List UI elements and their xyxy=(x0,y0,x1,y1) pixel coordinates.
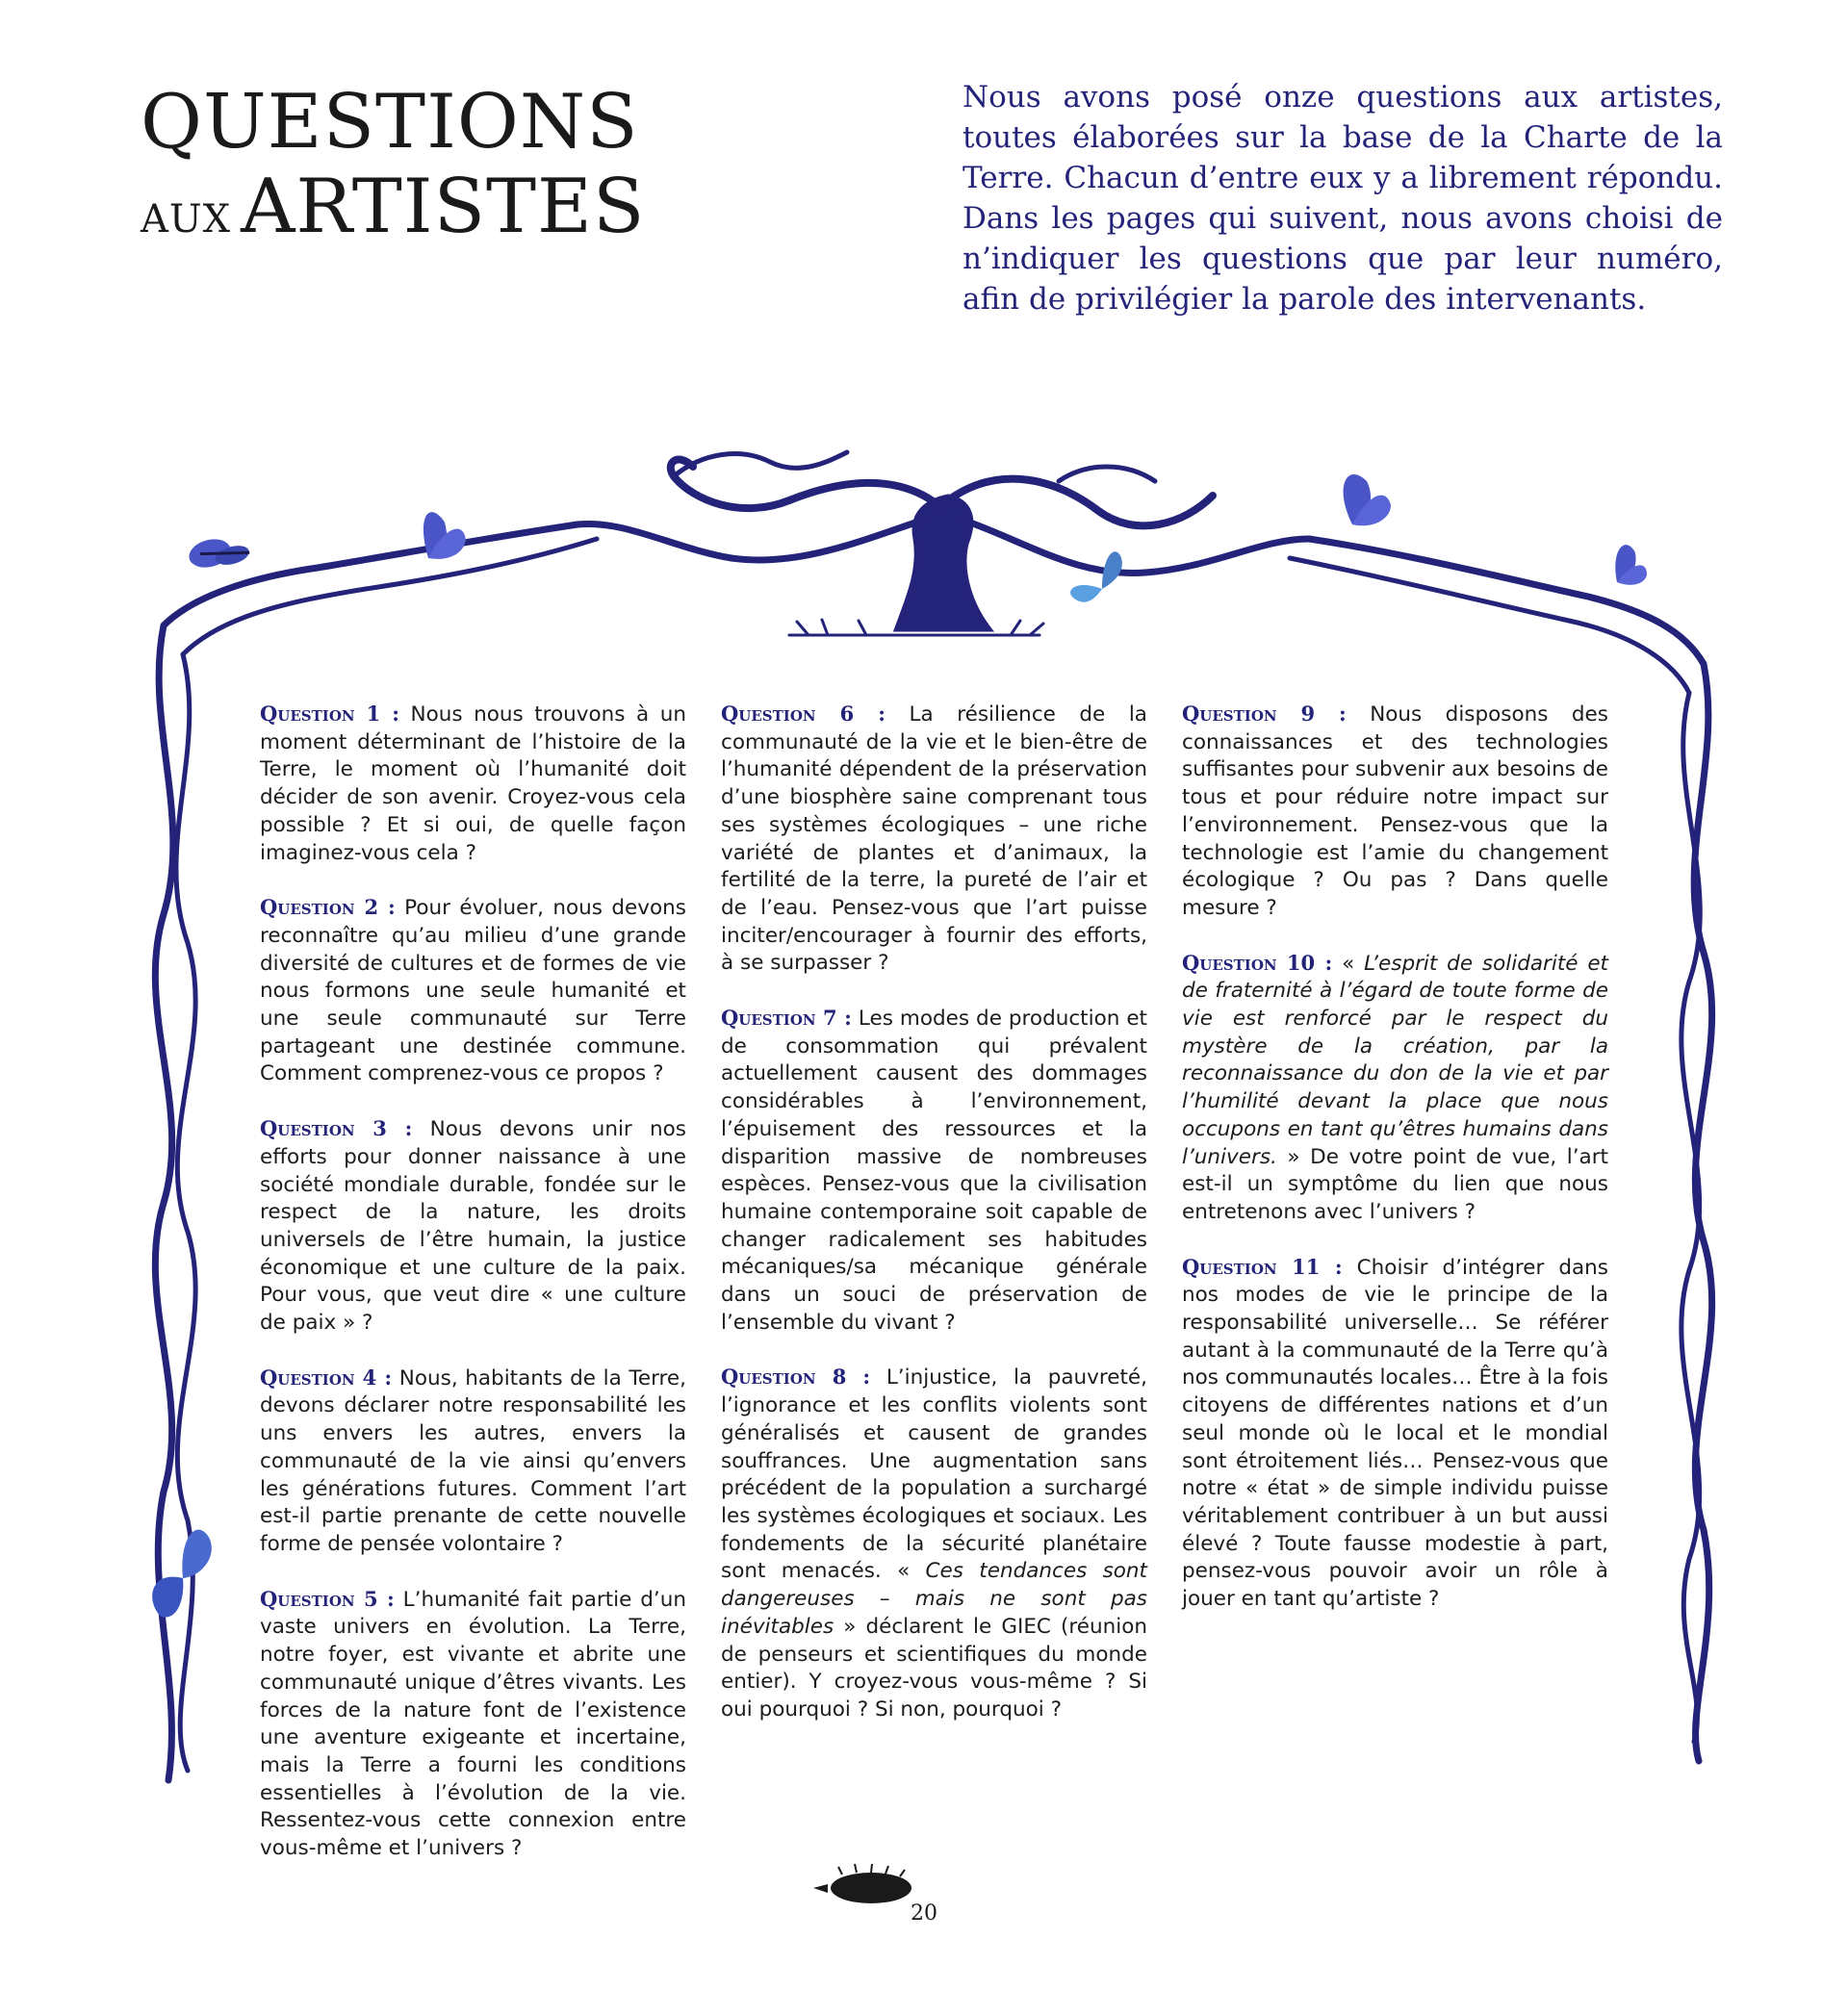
title-word-artistes: ARTISTES xyxy=(241,164,646,250)
hedgehog-icon xyxy=(813,1864,911,1903)
question-item: Question 1 : Nous nous trouvons à un moment déterminant de l’histoire de la Terre, le moment où l’humanité doit décider de son avenir. Croyez-vous cela possible ? Et si oui, de quelle façon imaginez-vous cela ? xyxy=(260,702,686,865)
vine-top-left xyxy=(164,524,578,625)
question-item: Question 6 : La résilience de la communauté de la vie et le bien-être de l’humanité dépendent de la préservation d’une biosphère saine comprenant tous ses systèmes écologiques – une riche variété de plantes et d’animaux, la fertilité de la terre, la pureté de l’air et de l’eau. Pensez-vous que l’art puisse inciter/encourager à fournir des efforts, à se surpasser ? xyxy=(721,702,1147,976)
question-item: Question 11 : Choisir d’intégrer dans nos modes de vie le principe de la responsabilité universelle… Se référer autant à la communauté de la Terre qu’à nos communautés locales… Être à la fois citoyens de différentes nations et d’un seul monde où le local et le mondial sont étroitement liés… Pensez-vous que notre « état » de simple individu puisse véritablement contribuer à un but aussi élevé ? Toute fausse modestie à part, pensez-vous pouvoir avoir un rôle à jouer en tant qu’artiste ? xyxy=(1182,1254,1608,1612)
butterfly-icon xyxy=(1065,550,1128,604)
question-item: Question 10 : « L’esprit de solidarité et de fraternité à l’égard de toute forme de vie est renforcé par le respect du mystère de la création, par la reconnaissance du don de la vie et par l’humilité devant la place que nous occupons en tant qu’êtres humains dans l’univers. » De votre point de vue, l’art est-il un symptôme du lien que nous entretenons avec l’univers ? xyxy=(1182,950,1608,1224)
questions-columns xyxy=(260,701,1609,1861)
vine-right xyxy=(1694,664,1712,1761)
tree-branch xyxy=(948,479,1213,526)
question-item: Question 5 : L’humanité fait partie d’un vaste univers en évolution. La Terre, notre foyer, est vivante et abrite une communauté unique d’êtres vivants. Les forces de la nature font de l’existence une aventure exigeante et incertaine, mais la Terre a fourni les conditions essentielles à l’évolution de la vie. Ressentez-vous cette connexion entre vous-même et l’univers ? xyxy=(260,1586,686,1861)
tree-branch xyxy=(578,520,924,560)
butterfly-icon xyxy=(135,1527,230,1620)
question-item: Question 7 : Les modes de production et de consommation qui prévalent actuellement causent des dommages considérables à l’environnement, l’épuisement des ressources et la disparition massive de nombreuses espèces. Pensez-vous que la civilisation humaine contemporaine soit capable de changer radicalement ses habitudes mécaniques/sa mécanique générale dans un souci de préservation de l’ensemble du vivant ? xyxy=(721,1006,1147,1335)
column-3 xyxy=(1182,701,1608,1788)
column-2 xyxy=(721,701,1147,1788)
question-item: Question 2 : Pour évoluer, nous devons reconnaître qu’au milieu d’une grande diversité de cultures et de formes de vie nous formons une seule humanité et une seule communauté sur Terre partageant une destinée commune. Comment comprenez-vous ce propos ? xyxy=(260,895,686,1086)
title-word-aux: AUX xyxy=(141,197,232,242)
title-line-questions: QUESTIONS xyxy=(141,79,639,166)
tree-branch xyxy=(674,452,847,476)
butterfly-icon xyxy=(1344,474,1391,525)
tree-branch xyxy=(1059,467,1155,481)
tree-trunk xyxy=(895,496,991,630)
question-item: Question 4 : Nous, habitants de la Terre, devons déclarer notre responsabilité les uns envers les autres, envers la communauté de la vie ainsi qu’envers les générations futures. Comment l’art est-il partie prenante de cette nouvelle forme de pensée volontaire ? xyxy=(260,1365,686,1556)
butterfly-icon xyxy=(418,511,470,564)
question-item: Question 8 : L’injustice, la pauvreté, l’ignorance et les conflits violents sont généralisés et causent de grandes souffrances. Une augmentation sans précédent de la population a surchargé les systèmes écologiques et sociaux. Les fondements de la sécurité planétaire sont menacés. « Ces tendances sont dangereuses – mais ne sont pas inévitables » déclarent le GIEC (réunion de penseurs et scientifiques du monde entier). Y croyez-vous vous-même ? Si oui pourquoi ? Si non, pourquoi ? xyxy=(721,1365,1147,1722)
page-number: 20 xyxy=(911,1901,937,1926)
question-item: Question 3 : Nous devons unir nos efforts pour donner naissance à une société mondiale durable, fondée sur le respect de la nature, les droits universels de l’être humain, la justice économique et une culture de la paix. Pour vous, que veut dire « une culture de paix » ? xyxy=(260,1116,686,1336)
column-1 xyxy=(260,701,686,1861)
butterfly-icon xyxy=(1610,543,1654,589)
butterfly-icon xyxy=(186,530,251,574)
question-item: Question 9 : Nous disposons des connaissances et des technologies suffisantes pour subvenir aux besoins de tous et pour réduire notre impact sur l’environnement. Pensez-vous que la technologie est l’amie du changement écologique ? Ou pas ? Dans quelle mesure ? xyxy=(1182,702,1608,920)
intro-paragraph: Nous avons posé onze questions aux artistes, toutes élaborées sur la base de la Charte de la Terre. Chacun d’entre eux y a librement répondu. Dans les pages qui suivent, nous avons choisi de n’indiquer les questions que par leur numéro, afin de privilégier la parole des intervenants. xyxy=(962,80,1723,317)
vine-top-right xyxy=(1309,539,1704,664)
